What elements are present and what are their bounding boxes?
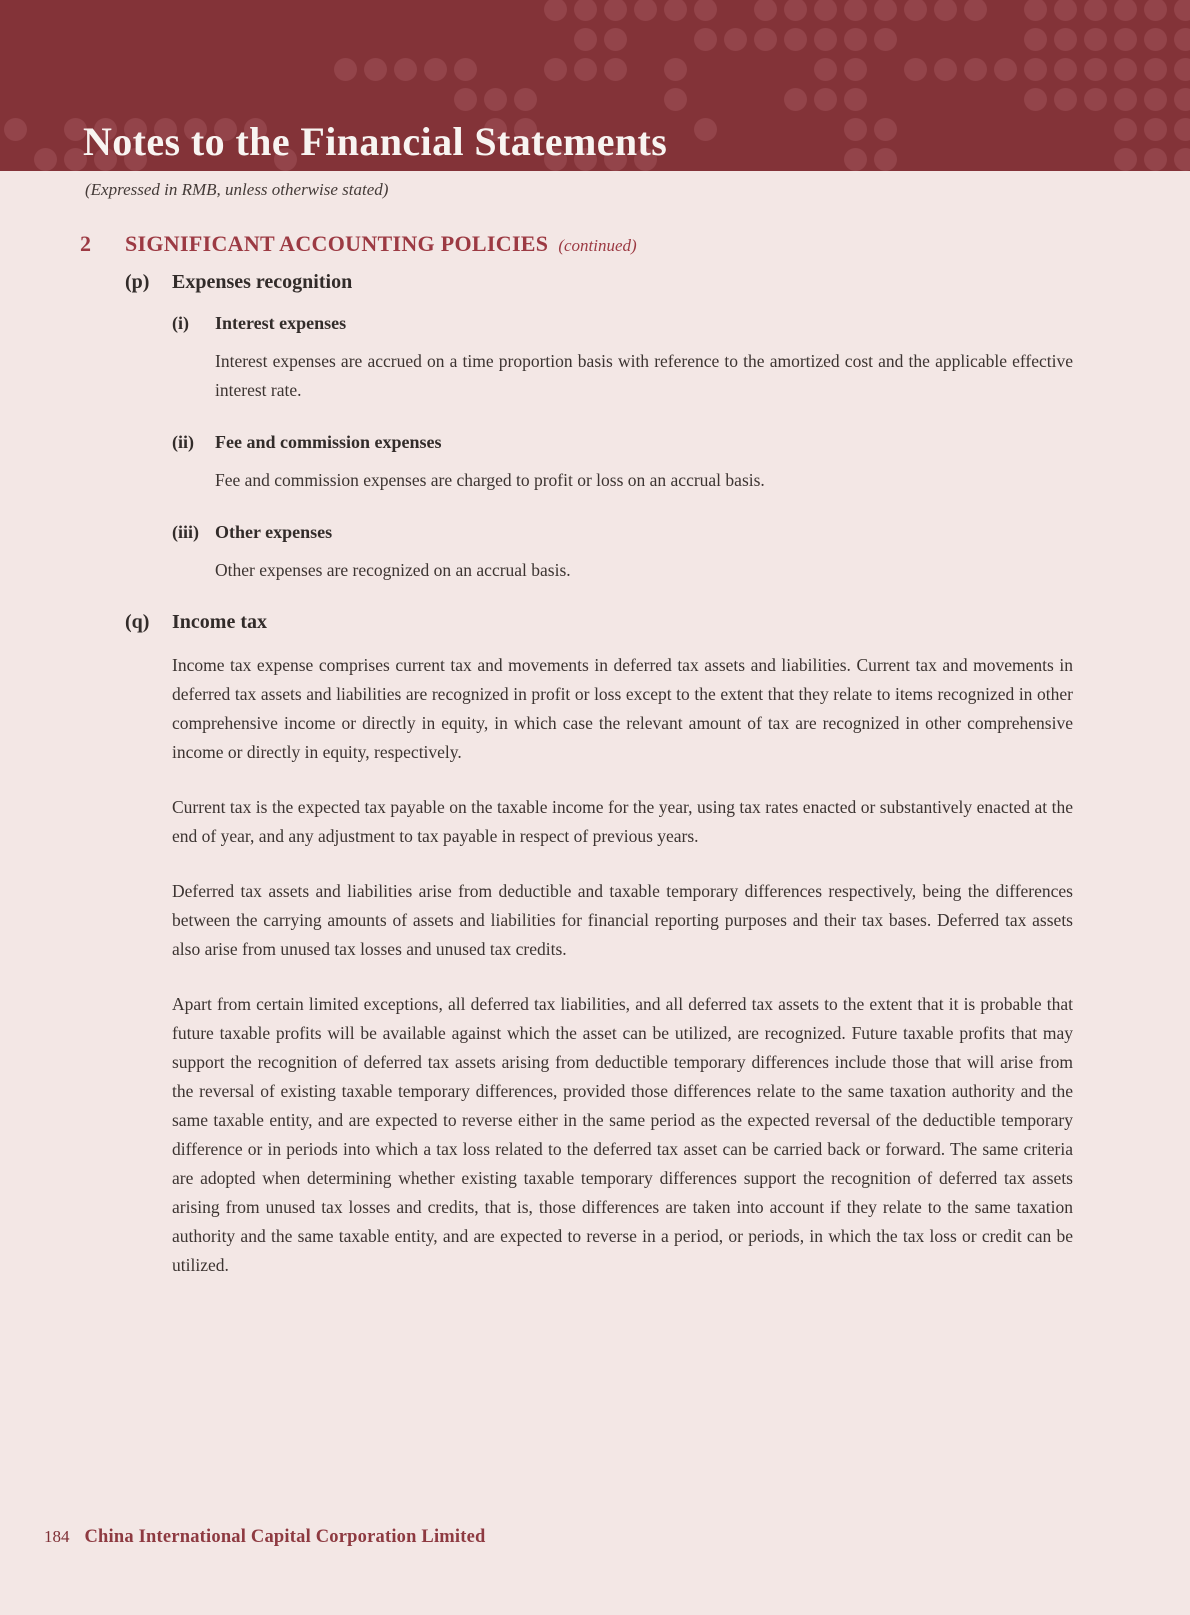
section-title: SIGNIFICANT ACCOUNTING POLICIES <box>125 231 549 256</box>
item-marker: (i) <box>172 313 189 333</box>
item-body: Other expenses are recognized on an accrual basis. <box>215 560 571 580</box>
subsection-p <box>80 271 1073 585</box>
item-body: Interest expenses are accrued on a time proportion basis with reference to the amortized cost and the applicable effective interest rate. <box>215 351 1073 400</box>
item-title: Fee and commission expenses <box>215 432 442 452</box>
item-marker: (iii) <box>172 522 199 542</box>
page-title: Notes to the Financial Statements <box>83 119 668 164</box>
income-tax-paragraph: Current tax is the expected tax payable on the taxable income for the year, using tax rates enacted or substantively enacted at the end of year, and any adjustment to tax payable in respect of previous years. <box>172 797 1073 846</box>
policy-item-fee-commission-expenses <box>80 432 1073 495</box>
policy-item-other-expenses <box>80 522 1073 585</box>
item-title: Interest expenses <box>215 313 347 333</box>
footer-company-name: China International Capital Corporation Limited <box>84 1527 486 1547</box>
income-tax-paragraph: Income tax expense comprises current tax and movements in deferred tax assets and liabilities. Current tax and movements in deferred tax assets and liabilities are recognized in profit or loss except to the extent that they relate to items recognized in other comprehensive income or directly in equity, in which case the relevant amount of tax are recognized in other comprehensive income or directly in equity, respectively. <box>172 655 1073 762</box>
section-continued-label: (continued) <box>558 236 637 255</box>
subsection-p-heading <box>125 271 1073 294</box>
subsection-marker: (p) <box>125 271 150 293</box>
section-number: 2 <box>80 231 91 256</box>
item-heading <box>172 432 1073 453</box>
subsection-q-heading <box>125 611 1073 634</box>
subsection-title: Income tax <box>172 611 267 633</box>
subsection-q <box>80 611 1073 1280</box>
content-area <box>0 231 1190 1280</box>
page-number: 184 <box>44 1527 70 1546</box>
currency-note: (Expressed in RMB, unless otherwise stated) <box>85 180 389 199</box>
item-marker: (ii) <box>172 432 194 452</box>
item-heading <box>172 522 1073 543</box>
subsection-title: Expenses recognition <box>172 271 353 293</box>
item-body: Fee and commission expenses are charged to profit or loss on an accrual basis. <box>215 470 765 490</box>
item-heading <box>172 313 1073 334</box>
income-tax-paragraph: Deferred tax assets and liabilities arise from deductible and taxable temporary differences respectively, being the differences between the carrying amounts of assets and liabilities for financial reporting purposes and their tax bases. Deferred tax assets also arise from unused tax losses and unused tax credits. <box>172 881 1073 959</box>
item-title: Other expenses <box>215 522 333 542</box>
policy-item-interest-expenses <box>80 313 1073 405</box>
section-heading <box>80 231 1073 257</box>
income-tax-paragraph: Apart from certain limited exceptions, all deferred tax liabilities, and all deferred tax assets to the extent that it is probable that future taxable profits will be available against which the asset can be utilized, are recognized. Future taxable profits that may support the recognition of deferred tax assets arising from deductible temporary differences include those that will arise from the reversal of existing taxable temporary differences, provided those differences relate to the same taxation authority and the same taxable entity, and are expected to reverse either in the same period as the expected reversal of the deductible temporary difference or in periods into which a tax loss related to the deferred tax asset can be carried back or forward. The same criteria are adopted when determining whether existing taxable temporary differences support the recognition of deferred tax assets arising from unused tax losses and credits, that is, those differences are taken into account if they relate to the same taxation authority and the same taxable entity, and are expected to reverse in a period, or periods, in which the tax loss or credit can be utilized. <box>172 994 1073 1275</box>
subsection-marker: (q) <box>125 611 150 633</box>
page-footer <box>44 1527 486 1548</box>
page-header-band <box>0 0 1190 171</box>
